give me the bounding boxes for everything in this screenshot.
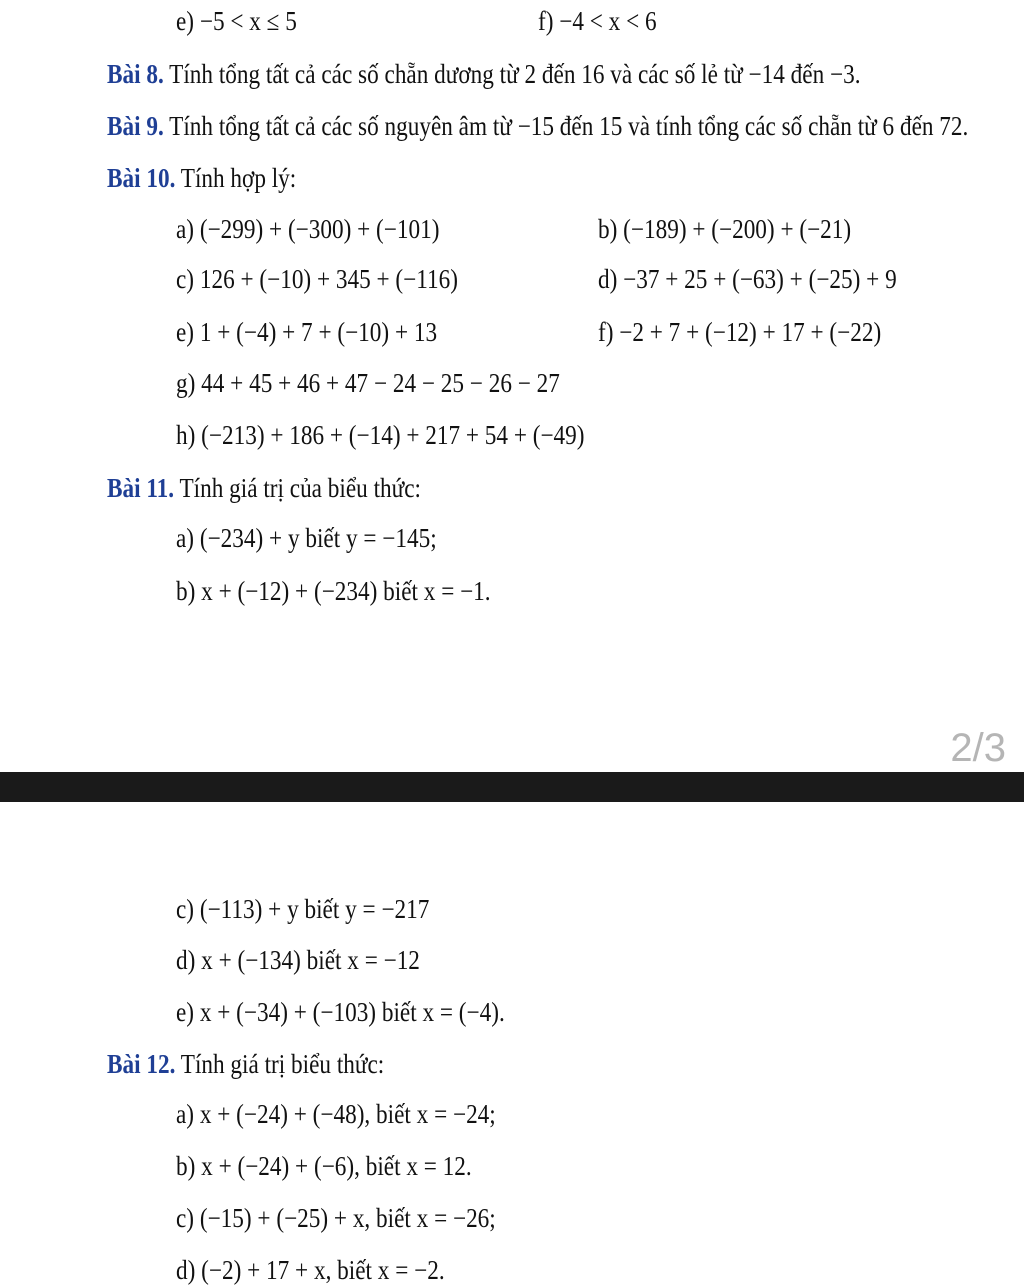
exercise-10-item-e [176, 315, 437, 349]
page-separator [0, 772, 1024, 802]
exercise-10-item-h [176, 418, 585, 452]
exercise-12 [107, 1047, 384, 1081]
exercise-11-item-d [176, 943, 420, 977]
exercise-title: Bài 12. [107, 1049, 176, 1079]
exercise-10-item-a [176, 212, 439, 246]
item-expression: x + (−34) + (−103) biết x = (−4). [199, 997, 505, 1027]
item-label: d) [598, 264, 618, 294]
exercise-text: Tính tổng tất cả các số nguyên âm từ −15 đến 15 và tính tổng các số chẵn từ 6 đến 72. [169, 111, 969, 141]
exercise-text: Tính hợp lý: [180, 163, 297, 193]
item-expression: x + (−24) + (−48), biết x = −24; [199, 1099, 496, 1129]
item-label: b) [598, 214, 618, 244]
item-label: a) [176, 523, 195, 553]
item-expression: 44 + 45 + 46 + 47 − 24 − 25 − 26 − 27 [201, 368, 560, 398]
item-expression: x + (−134) biết x = −12 [201, 945, 420, 975]
item-expression: −5 < x ≤ 5 [199, 6, 297, 36]
item-label: e) [176, 6, 195, 36]
item-expression: −37 + 25 + (−63) + (−25) + 9 [623, 264, 897, 294]
item-label: a) [176, 1099, 195, 1129]
exercise-11 [107, 471, 421, 505]
exercise-title: Bài 8. [107, 59, 164, 89]
item-expression: (−213) + 186 + (−14) + 217 + 54 + (−49) [201, 420, 585, 450]
item-label: c) [176, 1203, 195, 1233]
item-expression: −4 < x < 6 [559, 6, 657, 36]
exercise-10-item-c [176, 262, 458, 296]
exercise-11-item-b [176, 574, 491, 608]
exercise-text: Tính giá trị của biểu thức: [179, 473, 421, 503]
exercise-9 [107, 109, 968, 143]
exercise-10-item-g [176, 366, 560, 400]
document-page-bottom [0, 802, 1024, 1285]
item-expression: (−2) + 17 + x, biết x = −2. [201, 1255, 445, 1285]
item-expression: (−299) + (−300) + (−101) [199, 214, 440, 244]
item-expression: 1 + (−4) + 7 + (−10) + 13 [199, 317, 438, 347]
exercise-12-item-b [176, 1149, 472, 1183]
exercise-12-item-d [176, 1253, 445, 1287]
item-expression: x + (−12) + (−234) biết x = −1. [201, 576, 491, 606]
item-expression: (−189) + (−200) + (−21) [623, 214, 852, 244]
exercise-title: Bài 10. [107, 163, 176, 193]
exercise-12-item-a [176, 1097, 496, 1131]
item-label: d) [176, 945, 196, 975]
item-label: a) [176, 214, 195, 244]
item-label: f) [598, 317, 614, 347]
item-label: b) [176, 576, 196, 606]
item-label: g) [176, 368, 196, 398]
exercise-12-item-c [176, 1201, 496, 1235]
item-label: c) [176, 894, 195, 924]
exercise-10 [107, 161, 296, 195]
item-label: b) [176, 1151, 196, 1181]
exercise-10-item-f [598, 315, 881, 349]
exercise-text: Tính tổng tất cả các số chẵn dương từ 2 đến 16 và các số lẻ từ −14 đến −3. [169, 59, 861, 89]
exercise-title: Bài 9. [107, 111, 164, 141]
item-expression: (−113) + y biết y = −217 [199, 894, 430, 924]
item-label: c) [176, 264, 195, 294]
exercise-text: Tính giá trị biểu thức: [180, 1049, 385, 1079]
item-label: h) [176, 420, 196, 450]
item-expression: (−234) + y biết y = −145; [199, 523, 437, 553]
exercise-11-item-c [176, 892, 429, 926]
item-expression: (−15) + (−25) + x, biết x = −26; [199, 1203, 496, 1233]
exercise-8 [107, 57, 861, 91]
item-label: e) [176, 997, 195, 1027]
exercise-title: Bài 11. [107, 473, 175, 503]
page-number: 2/3 [950, 726, 1006, 770]
exercise-11-item-a [176, 521, 437, 555]
item-expression: 126 + (−10) + 345 + (−116) [199, 264, 458, 294]
item-label: f) [538, 6, 554, 36]
item-expression: x + (−24) + (−6), biết x = 12. [201, 1151, 472, 1181]
exercise-11-item-e [176, 995, 505, 1029]
item-e-inequality [176, 4, 297, 38]
item-label: d) [176, 1255, 196, 1285]
exercise-10-item-d [598, 262, 897, 296]
item-f-inequality [538, 4, 657, 38]
exercise-10-item-b [598, 212, 851, 246]
item-label: e) [176, 317, 195, 347]
item-expression: −2 + 7 + (−12) + 17 + (−22) [619, 317, 882, 347]
